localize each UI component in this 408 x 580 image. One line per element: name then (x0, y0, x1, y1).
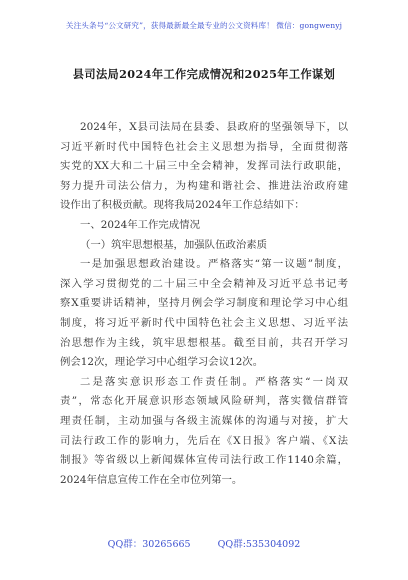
paragraph-line: 治思想作为主线，筑牢思想根基。截至目前，共召开学习 (60, 336, 348, 349)
paragraph-line: 实党的XX大和二十届三中全会精神，发挥司法行政职能， (60, 160, 348, 173)
paragraph-line: 察X重要讲话精神，坚持月例会学习制度和理论学习中心组 (60, 297, 348, 310)
section-heading: 一、2024年工作完成情况 (80, 218, 200, 231)
paragraph-line: 设作出了积极贡献。现将我局2024年工作总结如下： (60, 199, 305, 212)
paragraph-line: 责”，常态化开展意识形态领域风险研判，落实微信群管 (60, 395, 348, 408)
paragraph-line: 司法行政工作的影响力，先后在《X日报》客户端、《X法 (60, 434, 348, 447)
paragraph-line: 一是加强思想政治建设。严格落实“第一议题”制度， (80, 258, 348, 271)
document-body (60, 118, 348, 490)
document-title: 县司法局2024年工作完成情况和2025年工作谋划 (72, 67, 336, 81)
qq-group-1: QQ群：30265665 (107, 539, 191, 550)
paragraph-line: 制度，将习近平新时代中国特色社会主义思想、习近平法 (60, 316, 348, 329)
paragraph-line: 2024年信息宣传工作在全市位列第一。 (60, 473, 243, 486)
qq-group-2: QQ群:535304092 (217, 539, 301, 550)
paragraph-line: 二是落实意识形态工作责任制。严格落实“一岗双 (80, 375, 348, 388)
header-banner: 关注头条号“公文研究”，获得最新最全最专业的公文资料库！ 微信：gongwenyj (65, 21, 343, 30)
subsection-heading: （一）筑牢思想根基，加强队伍政治素质 (80, 238, 268, 251)
paragraph-line: 2024年，X县司法局在县委、县政府的坚强领导下，以 (80, 121, 348, 133)
paragraph-line: 例会12次，理论学习中心组学习会议12次。 (60, 356, 264, 369)
paragraph-line: 理责任制，主动加强与各级主流媒体的沟通与对接，扩大 (60, 414, 348, 427)
footer-contacts (0, 536, 408, 550)
paragraph-line: 努力提升司法公信力，为构建和谐社会、推进法治政府建 (60, 179, 348, 192)
paragraph-line: 习近平新时代中国特色社会主义思想为指导，全面贯彻落 (60, 140, 348, 153)
paragraph-line: 制报》等省级以上新闻媒体宣传司法行政工作1140余篇， (60, 454, 348, 467)
paragraph-line: 深入学习贯彻党的二十届三中全会精神及习近平总书记考 (60, 277, 348, 290)
